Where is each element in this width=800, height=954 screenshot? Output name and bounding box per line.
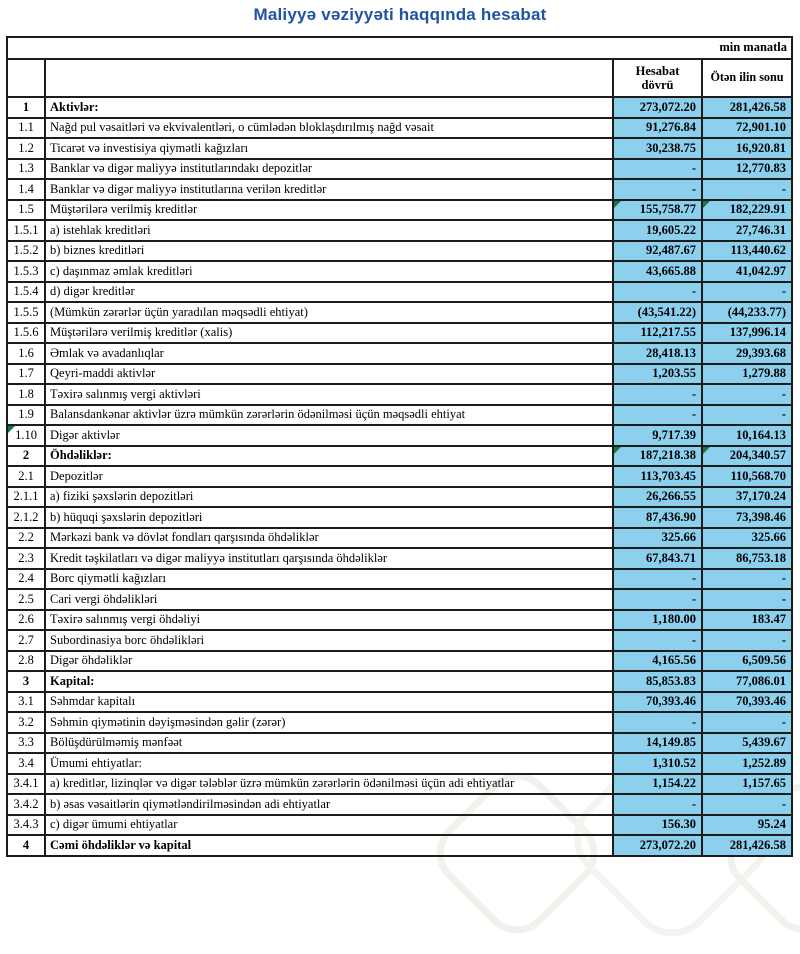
value-cell-previous: 73,398.46 — [702, 507, 792, 528]
unit-row — [7, 37, 792, 59]
row-label-cell: Səhmin qiymətinin dəyişməsindən gəlir (zərər) — [45, 712, 613, 733]
row-label-cell: Kredit təşkilatları və digər maliyyə institutları qarşısında öhdəliklər — [45, 548, 613, 569]
table-row — [7, 548, 792, 569]
row-number-cell: 1.4 — [7, 179, 45, 200]
value-cell-current: 1,180.00 — [613, 610, 702, 631]
value-cell-current: 67,843.71 — [613, 548, 702, 569]
row-number-cell: 3.4 — [7, 753, 45, 774]
value-cell-current: 9,717.39 — [613, 425, 702, 446]
row-number-cell: 2 — [7, 446, 45, 467]
table-row — [7, 671, 792, 692]
row-number-cell: 3.4.2 — [7, 794, 45, 815]
row-label-cell: c) daşınmaz əmlak kreditləri — [45, 261, 613, 282]
row-label-cell: Subordinasiya borc öhdəlikləri — [45, 630, 613, 651]
value-cell-previous: 37,170.24 — [702, 487, 792, 508]
row-number-cell: 1.9 — [7, 405, 45, 426]
row-label-cell: Təxirə salınmış vergi aktivləri — [45, 384, 613, 405]
value-cell-current: 85,853.83 — [613, 671, 702, 692]
value-cell-previous: - — [702, 405, 792, 426]
row-number-cell: 1.2 — [7, 138, 45, 159]
value-cell-previous: - — [702, 384, 792, 405]
row-number-cell: 1.10 — [7, 425, 45, 446]
value-cell-previous: 1,252.89 — [702, 753, 792, 774]
value-cell-previous: 72,901.10 — [702, 118, 792, 139]
row-label-cell: Qeyri-maddi aktivlər — [45, 364, 613, 385]
row-label-cell: Ümumi ehtiyatlar: — [45, 753, 613, 774]
value-cell-previous: 281,426.58 — [702, 835, 792, 856]
table-row — [7, 630, 792, 651]
row-number-cell: 1.5 — [7, 200, 45, 221]
row-label-cell: b) hüquqi şəxslərin depozitləri — [45, 507, 613, 528]
row-number-cell: 2.2 — [7, 528, 45, 549]
table-row — [7, 282, 792, 303]
value-cell-previous: 41,042.97 — [702, 261, 792, 282]
value-cell-previous: - — [702, 589, 792, 610]
value-cell-current: 113,703.45 — [613, 466, 702, 487]
value-cell-previous: 12,770.83 — [702, 159, 792, 180]
value-cell-previous: 6,509.56 — [702, 651, 792, 672]
value-cell-previous: 113,440.62 — [702, 241, 792, 262]
row-label-cell: Müştərilərə verilmiş kreditlər — [45, 200, 613, 221]
value-cell-previous: 1,157.65 — [702, 774, 792, 795]
table-row — [7, 364, 792, 385]
value-cell-previous: 10,164.13 — [702, 425, 792, 446]
table-row — [7, 241, 792, 262]
value-cell-current: 112,217.55 — [613, 323, 702, 344]
value-cell-previous: 204,340.57 — [702, 446, 792, 467]
comment-marker-icon — [8, 426, 15, 433]
row-number-cell: 2.1 — [7, 466, 45, 487]
table-row — [7, 487, 792, 508]
table-row — [7, 159, 792, 180]
row-number-cell: 1.5.5 — [7, 302, 45, 323]
value-cell-previous: 16,920.81 — [702, 138, 792, 159]
row-number-cell: 2.1.1 — [7, 487, 45, 508]
value-cell-current: 87,436.90 — [613, 507, 702, 528]
row-number-cell: 1.5.6 — [7, 323, 45, 344]
table-row — [7, 97, 792, 118]
table-row — [7, 200, 792, 221]
value-cell-current: 19,605.22 — [613, 220, 702, 241]
row-label-cell: Balansdankənar aktivlər üzrə mümkün zərərlərin ödənilməsi üçün məqsədli ehtiyat — [45, 405, 613, 426]
value-cell-previous: 325.66 — [702, 528, 792, 549]
value-cell-previous: 1,279.88 — [702, 364, 792, 385]
value-cell-current: 91,276.84 — [613, 118, 702, 139]
row-number-cell: 2.3 — [7, 548, 45, 569]
table-row — [7, 179, 792, 200]
row-number-cell: 1.7 — [7, 364, 45, 385]
row-number-cell: 2.5 — [7, 589, 45, 610]
value-cell-current: - — [613, 712, 702, 733]
table-row — [7, 507, 792, 528]
table-row — [7, 610, 792, 631]
value-cell-current: - — [613, 630, 702, 651]
value-cell-current: 325.66 — [613, 528, 702, 549]
value-cell-current: 14,149.85 — [613, 733, 702, 754]
table-row — [7, 692, 792, 713]
value-cell-previous: 86,753.18 — [702, 548, 792, 569]
row-label-cell: Digər öhdəliklər — [45, 651, 613, 672]
table-row — [7, 794, 792, 815]
header-number-cell — [7, 59, 45, 97]
row-label-cell: a) istehlak kreditləri — [45, 220, 613, 241]
row-label-cell: Borc qiymətli kağızları — [45, 569, 613, 590]
column-header-current-label: Hesabat dövrü — [635, 63, 680, 92]
value-cell-previous: 77,086.01 — [702, 671, 792, 692]
value-cell-current: 273,072.20 — [613, 97, 702, 118]
row-label-cell: Cari vergi öhdəlikləri — [45, 589, 613, 610]
table-row — [7, 384, 792, 405]
row-number-cell: 1.6 — [7, 343, 45, 364]
value-cell-previous: - — [702, 630, 792, 651]
value-cell-current: 30,238.75 — [613, 138, 702, 159]
row-number-cell: 1 — [7, 97, 45, 118]
row-label-cell: Ticarət və investisiya qiymətli kağızları — [45, 138, 613, 159]
value-cell-previous: 95.24 — [702, 815, 792, 836]
table-row — [7, 753, 792, 774]
column-header-previous — [702, 59, 792, 97]
value-cell-current: 43,665.88 — [613, 261, 702, 282]
row-label-cell: Təxirə salınmış vergi öhdəliyi — [45, 610, 613, 631]
value-cell-previous: 137,996.14 — [702, 323, 792, 344]
table-row — [7, 118, 792, 139]
value-cell-previous: 182,229.91 — [702, 200, 792, 221]
table-row — [7, 774, 792, 795]
value-cell-previous: 5,439.67 — [702, 733, 792, 754]
row-number-cell: 1.5.1 — [7, 220, 45, 241]
row-number-cell: 2.8 — [7, 651, 45, 672]
row-number-cell: 1.1 — [7, 118, 45, 139]
row-label-cell: Kapital: — [45, 671, 613, 692]
table-row — [7, 261, 792, 282]
value-cell-current: 1,310.52 — [613, 753, 702, 774]
value-cell-current: - — [613, 282, 702, 303]
header-row — [7, 59, 792, 97]
table-row — [7, 302, 792, 323]
value-cell-current: 155,758.77 — [613, 200, 702, 221]
row-number-cell: 3.4.1 — [7, 774, 45, 795]
table-row — [7, 835, 792, 856]
value-cell-current: 1,203.55 — [613, 364, 702, 385]
row-label-cell: Müştərilərə verilmiş kreditlər (xalis) — [45, 323, 613, 344]
value-cell-previous: 70,393.46 — [702, 692, 792, 713]
table-row — [7, 343, 792, 364]
row-number-cell: 1.5.2 — [7, 241, 45, 262]
value-cell-current: 92,487.67 — [613, 241, 702, 262]
value-cell-previous: - — [702, 794, 792, 815]
row-label-cell: a) fiziki şəxslərin depozitləri — [45, 487, 613, 508]
row-label-cell: a) kreditlər, lizinqlər və digər tələblər üzrə mümkün zərərlərin ödənilməsi üçün adi ehtiyatlar — [45, 774, 613, 795]
table-row — [7, 569, 792, 590]
table-body — [7, 37, 792, 856]
table-row — [7, 651, 792, 672]
row-number-cell: 3.3 — [7, 733, 45, 754]
row-label-cell: Səhmdar kapitalı — [45, 692, 613, 713]
value-cell-current: - — [613, 405, 702, 426]
comment-marker-icon — [703, 447, 710, 454]
table-row — [7, 589, 792, 610]
table-row — [7, 446, 792, 467]
row-number-cell: 2.6 — [7, 610, 45, 631]
value-cell-previous: 27,746.31 — [702, 220, 792, 241]
row-label-cell: c) digər ümumi ehtiyatlar — [45, 815, 613, 836]
value-cell-previous: 29,393.68 — [702, 343, 792, 364]
value-cell-current: 156.30 — [613, 815, 702, 836]
row-label-cell: Aktivlər: — [45, 97, 613, 118]
table-row — [7, 712, 792, 733]
row-label-cell: b) biznes kreditləri — [45, 241, 613, 262]
value-cell-previous: 183.47 — [702, 610, 792, 631]
row-number-cell: 1.3 — [7, 159, 45, 180]
row-label-cell: Digər aktivlər — [45, 425, 613, 446]
value-cell-previous: 110,568.70 — [702, 466, 792, 487]
column-header-previous-label: Ötən ilin sonu — [710, 70, 784, 85]
value-cell-current: 273,072.20 — [613, 835, 702, 856]
row-number-cell: 3 — [7, 671, 45, 692]
row-label-cell: b) əsas vəsaitlərin qiymətləndirilməsindən adi ehtiyatlar — [45, 794, 613, 815]
row-label-cell: d) digər kreditlər — [45, 282, 613, 303]
row-number-cell: 3.2 — [7, 712, 45, 733]
row-number-cell: 1.5.3 — [7, 261, 45, 282]
value-cell-previous: - — [702, 282, 792, 303]
row-number-cell: 4 — [7, 835, 45, 856]
row-label-cell: Banklar və digər maliyyə institutlarına verilən kreditlər — [45, 179, 613, 200]
table-row — [7, 220, 792, 241]
value-cell-previous: - — [702, 179, 792, 200]
table-row — [7, 528, 792, 549]
column-header-current — [613, 59, 702, 97]
value-cell-current: 26,266.55 — [613, 487, 702, 508]
table-row — [7, 138, 792, 159]
value-cell-current: - — [613, 159, 702, 180]
value-cell-current: 28,418.13 — [613, 343, 702, 364]
value-cell-current: - — [613, 384, 702, 405]
unit-note: min manatla — [7, 37, 792, 59]
row-number-cell: 1.5.4 — [7, 282, 45, 303]
table-row — [7, 323, 792, 344]
table-row — [7, 466, 792, 487]
row-label-cell: (Mümkün zərərlər üçün yaradılan məqsədli ehtiyat) — [45, 302, 613, 323]
comment-marker-icon — [614, 201, 621, 208]
table-row — [7, 425, 792, 446]
row-label-cell: Öhdəliklər: — [45, 446, 613, 467]
value-cell-current: 70,393.46 — [613, 692, 702, 713]
row-label-cell: Bölüşdürülməmiş mənfəət — [45, 733, 613, 754]
row-number-cell: 2.7 — [7, 630, 45, 651]
table-row — [7, 815, 792, 836]
value-cell-current: - — [613, 179, 702, 200]
financial-statement-table — [6, 36, 793, 857]
value-cell-previous: 281,426.58 — [702, 97, 792, 118]
row-label-cell: Depozitlər — [45, 466, 613, 487]
value-cell-current: 4,165.56 — [613, 651, 702, 672]
row-label-cell: Nağd pul vəsaitləri və ekvivalentləri, o cümlədən bloklaşdırılmış nağd vəsait — [45, 118, 613, 139]
value-cell-previous: (44,233.77) — [702, 302, 792, 323]
row-label-cell: Cəmi öhdəliklər və kapital — [45, 835, 613, 856]
value-cell-previous: - — [702, 712, 792, 733]
value-cell-current: - — [613, 569, 702, 590]
value-cell-current: - — [613, 794, 702, 815]
page-title: Maliyyə vəziyyəti haqqında hesabat — [253, 5, 547, 24]
header-label-cell — [45, 59, 613, 97]
comment-marker-icon — [703, 201, 710, 208]
row-label-cell: Banklar və digər maliyyə institutlarındakı depozitlər — [45, 159, 613, 180]
row-label-cell: Mərkəzi bank və dövlət fondları qarşısında öhdəliklər — [45, 528, 613, 549]
row-number-cell: 3.4.3 — [7, 815, 45, 836]
comment-marker-icon — [614, 447, 621, 454]
table-row — [7, 733, 792, 754]
value-cell-current: (43,541.22) — [613, 302, 702, 323]
row-number-cell: 1.8 — [7, 384, 45, 405]
value-cell-current: 187,218.38 — [613, 446, 702, 467]
value-cell-current: - — [613, 589, 702, 610]
row-label-cell: Əmlak və avadanlıqlar — [45, 343, 613, 364]
table-row — [7, 405, 792, 426]
row-number-cell: 2.4 — [7, 569, 45, 590]
value-cell-previous: - — [702, 569, 792, 590]
row-number-cell: 2.1.2 — [7, 507, 45, 528]
row-number-cell: 3.1 — [7, 692, 45, 713]
value-cell-current: 1,154.22 — [613, 774, 702, 795]
